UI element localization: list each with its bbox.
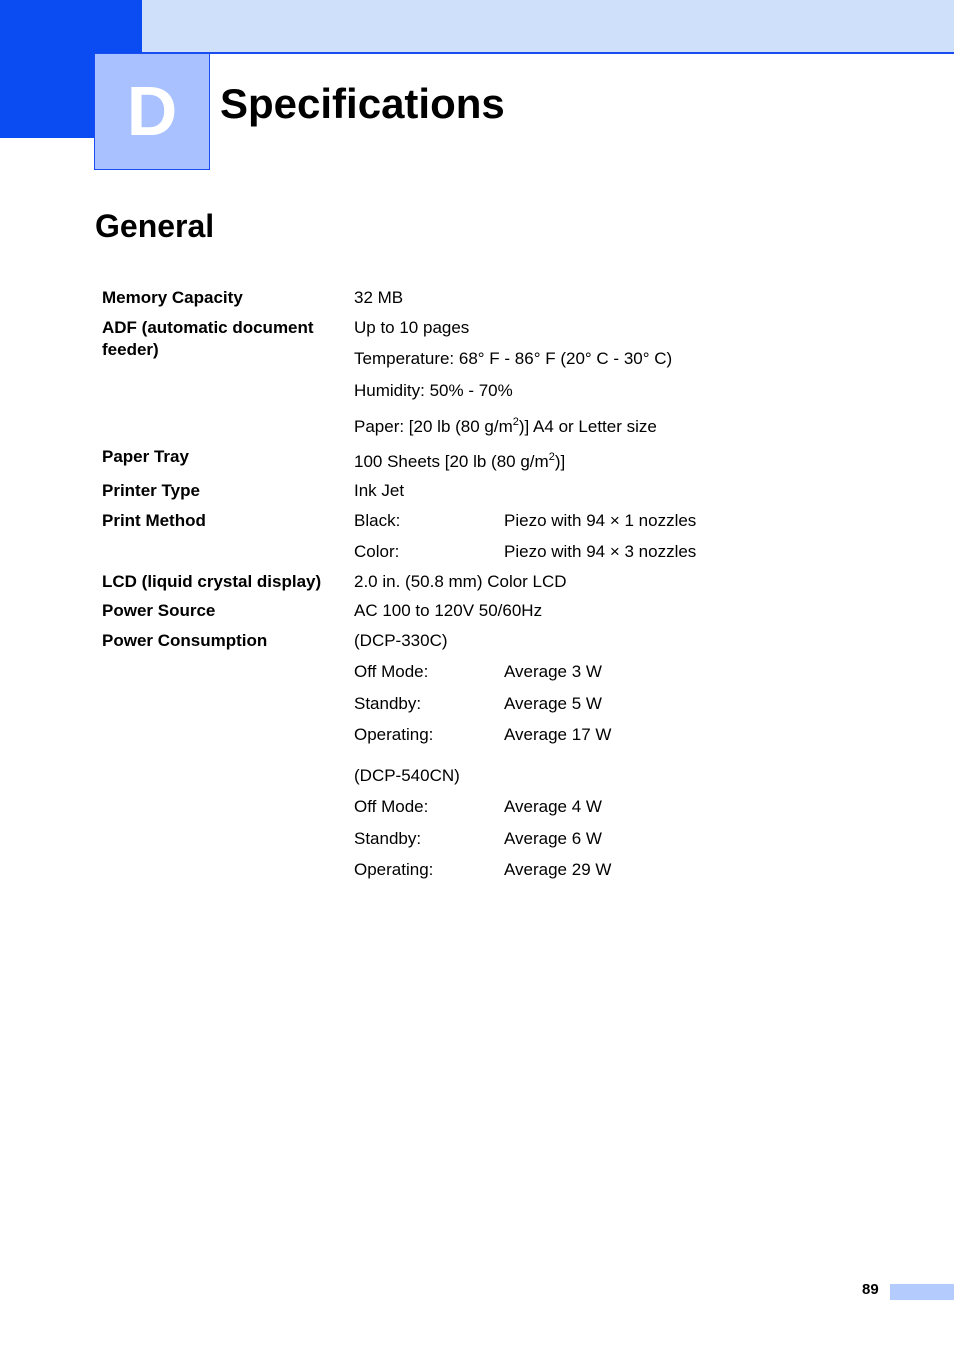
power-mode-key: Operating: [354,725,434,744]
power-mode-key: Standby: [354,829,422,848]
power-mode-value: Average 5 W [504,694,602,713]
power-mode-key: Operating: [354,860,434,879]
print-method-key: Color: [354,542,400,561]
spec-value-paper-tray: 100 Sheets [20 lb (80 $g/m^2$)] [354,451,566,471]
spec-value-adf-humidity: Humidity: 50% - 70% [354,381,513,400]
spec-value-adf-capacity: Up to 10 pages [354,318,470,337]
spec-label-power-source: Power Source [102,601,216,620]
print-method-key: Black: [354,511,401,530]
spec-value-power-source: AC 100 to 120V 50/60Hz [354,601,543,620]
spec-label-lcd: LCD (liquid crystal display) [102,572,322,591]
power-mode-value: Average 29 W [504,860,612,879]
print-method-value: Piezo with 94 × 1 nozzles [504,511,697,530]
chapter-title: Specifications [220,80,505,127]
section-title: General [95,208,215,244]
spec-value-memory: 32 MB [354,288,404,307]
header-band [142,0,954,54]
page-number-bar [890,1284,954,1300]
power-mode-value: Average 3 W [504,662,602,681]
spec-value-adf-temperature: Temperature: 68° F - 86° F (20° C - 30° C) [354,349,673,368]
page-number: 89 [862,1281,879,1298]
spec-label-printer-type: Printer Type [102,481,200,500]
spec-label-print-method: Print Method [102,511,206,530]
print-method-value: Piezo with 94 × 3 nozzles [504,542,697,561]
power-model: (DCP-330C) [354,631,448,650]
power-model: (DCP-540CN) [354,766,460,785]
spec-value-adf-paper: Paper: [20 lb (80 $g/m^2$)] A4 or Letter size [354,416,657,436]
chapter-letter: D [94,53,210,170]
power-mode-key: Standby: [354,694,422,713]
spec-label-paper-tray: Paper Tray [102,447,189,466]
spec-value-lcd: 2.0 in. (50.8 mm) Color LCD [354,572,567,591]
spec-label-power-consumption: Power Consumption [102,631,268,650]
spec-label-adf-line2: feeder) [102,340,159,359]
power-mode-value: Average 6 W [504,829,602,848]
power-mode-value: Average 4 W [504,797,602,816]
power-mode-value: Average 17 W [504,725,612,744]
spec-label-memory: Memory Capacity [102,288,243,307]
power-mode-key: Off Mode: [354,662,429,681]
power-mode-key: Off Mode: [354,797,429,816]
spec-label-adf-line1: ADF (automatic document [102,318,314,337]
spec-value-printer-type: Ink Jet [354,481,405,500]
